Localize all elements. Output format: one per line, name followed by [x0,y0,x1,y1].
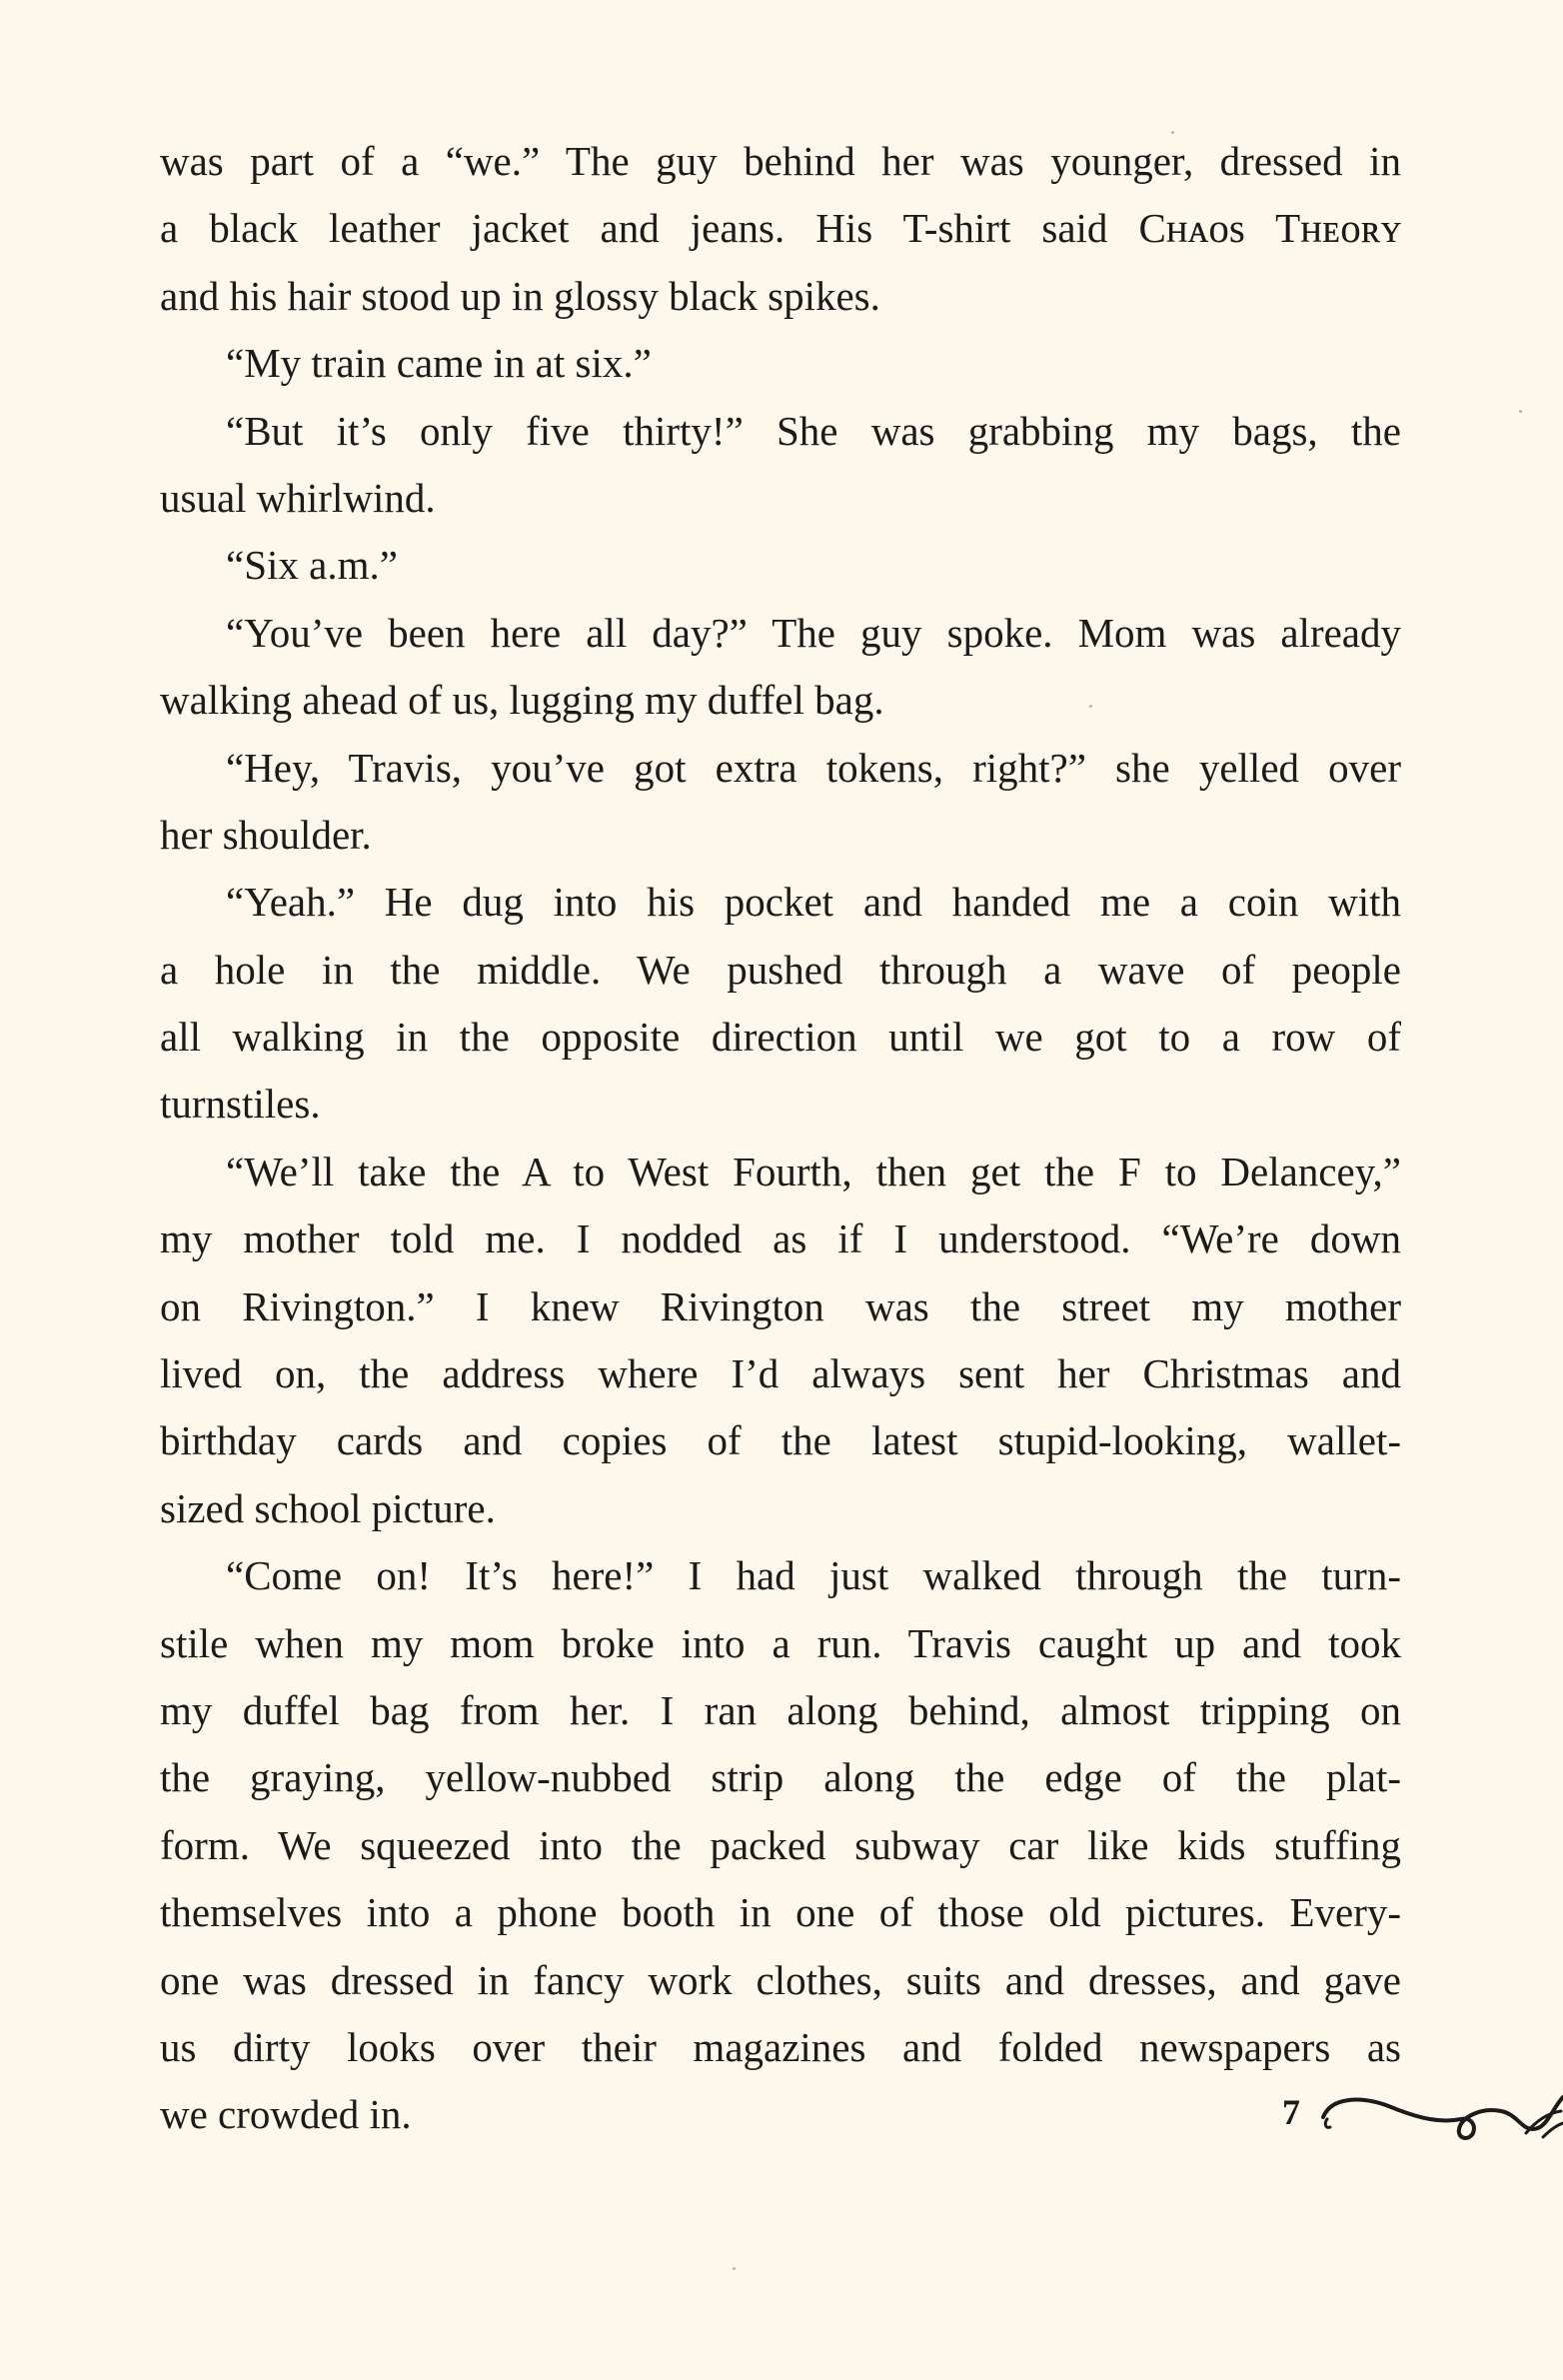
text-line: a hole in the middle. We pushed through a wave of people [160,946,1401,993]
text-line: “Come on! It’s here!” I had just walked through the turn- [226,1552,1401,1599]
text-line: one was dressed in fancy work clothes, suits and dresses, and gave [160,1956,1401,2003]
text-line: “But it’s only five thirty!” She was grabbing my bags, the [226,407,1401,454]
text-line: us dirty looks over their magazines and folded newspapers as [160,2023,1401,2070]
text-line: form. We squeezed into the packed subway car like kids stuffing [160,1821,1401,1868]
text-line: the graying, yellow-nubbed strip along the edge of the plat- [160,1754,1401,1801]
text-line: “My train came in at six.” [226,340,652,387]
text-line: walking ahead of us, lugging my duffel bag. [160,677,884,724]
text-line: stile when my mom broke into a run. Travis caught up and took [160,1619,1401,1666]
flourish-ornament-icon [1321,2077,1563,2147]
text-line: turnstiles. [160,1081,321,1128]
text-line: was part of a “we.” The guy behind her was younger, dressed in [160,138,1401,184]
text-line: on Rivington.” I knew Rivington was the street my mother [160,1282,1401,1329]
text-line: “We’ll take the A to West Fourth, then get the F to Delancey,” [226,1148,1401,1194]
text-line: we crowded in. [160,2091,412,2138]
text-line: usual whirlwind. [160,474,436,521]
text-line: themselves into a phone booth in one of those old pictures. Every- [160,1889,1401,1936]
text-line: sized school picture. [160,1484,496,1531]
text-line: her shoulder. [160,811,372,858]
paper-speck [1171,131,1174,134]
paper-speck [1519,410,1522,413]
text-line: birthday cards and copies of the latest stupid-looking, wallet- [160,1417,1401,1464]
page-number: 7 [1282,2092,1300,2132]
paper-speck [733,2267,736,2270]
text-line: “You’ve been here all day?” The guy spoke. Mom was already [226,609,1401,656]
text-line: all walking in the opposite direction until we got to a row of [160,1014,1401,1061]
text-line: and his hair stood up in glossy black spikes. [160,272,880,319]
text-line: my duffel bag from her. I ran along behind, almost tripping on [160,1686,1401,1733]
text-line: “Six a.m.” [226,542,398,589]
text-line: a black leather jacket and jeans. His T-shirt said Cʜᴀᴏs Tʜᴇᴏʀʏ [160,205,1401,252]
paper-speck [1089,705,1092,708]
text-line: lived on, the address where I’d always sent her Christmas and [160,1350,1401,1397]
text-line: my mother told me. I nodded as if I understood. “We’re down [160,1215,1401,1262]
text-line: “Hey, Travis, you’ve got extra tokens, right?” she yelled over [226,744,1401,791]
body-text [160,128,1401,2149]
text-line: “Yeah.” He dug into his pocket and handed me a coin with [226,879,1401,926]
